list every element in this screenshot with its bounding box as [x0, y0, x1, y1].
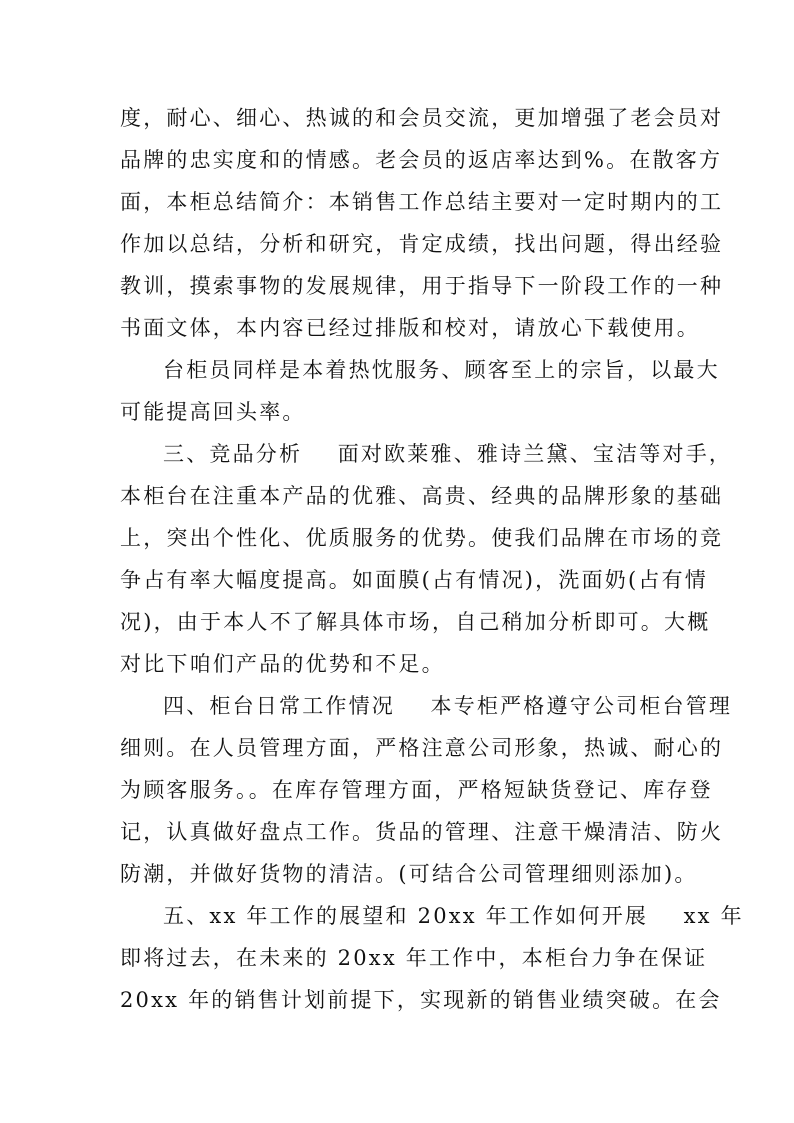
- text-line: 20xx 年的销售计划前提下，实现新的销售业绩突破。在会: [120, 988, 722, 1012]
- text-line: 面，本柜总结简介：本销售工作总结主要对一定时期内的工: [120, 190, 724, 214]
- text-line: 争占有率大幅度提高。如面膜(占有情况)，洗面奶(占有情: [120, 568, 708, 592]
- text-line: 上，突出个性化、优质服务的优势。使我们品牌在市场的竞: [120, 526, 724, 550]
- text-line: 即将过去，在未来的 20xx 年工作中，本柜台力争在保证: [120, 946, 708, 970]
- paragraph-start-line: 台柜员同样是本着热忱服务、顾客至上的宗旨，以最大: [163, 358, 720, 382]
- text-line: 本柜台在注重本产品的优雅、高贵、经典的品牌形象的基础: [120, 484, 724, 508]
- text-line: 对比下咱们产品的优势和不足。: [120, 652, 445, 676]
- text-line: 记，认真做好盘点工作。货品的管理、注意干燥清洁、防火: [120, 820, 724, 844]
- text-line: 作加以总结，分析和研究，肯定成绩，找出问题，得出经验: [120, 232, 724, 256]
- text-line: 度，耐心、细心、热诚的和会员交流，更加增强了老会员对: [120, 106, 724, 130]
- section-heading-line: 五、xx 年工作的展望和 20xx 年工作如何开展 xx 年: [163, 904, 744, 928]
- section-heading-line: 三、竞品分析 面对欧莱雅、雅诗兰黛、宝洁等对手，: [163, 442, 733, 466]
- text-line: 书面文体，本内容已经过排版和校对，请放心下载使用。: [120, 316, 700, 340]
- section-heading-line: 四、柜台日常工作情况 本专柜严格遵守公司柜台管理: [163, 694, 733, 718]
- text-line: 防潮，并做好货物的清洁。(可结合公司管理细则添加)。: [120, 862, 698, 886]
- text-line: 可能提高回头率。: [120, 400, 306, 424]
- text-line: 为顾客服务。。在库存管理方面，严格短缺货登记、库存登: [120, 778, 713, 802]
- text-line: 品牌的忠实度和的情感。老会员的返店率达到%。在散客方: [120, 148, 723, 172]
- text-line: 况)，由于本人不了解具体市场，自己稍加分析即可。大概: [120, 610, 711, 634]
- text-line: 细则。在人员管理方面，严格注意公司形象，热诚、耐心的: [120, 736, 724, 760]
- text-line: 教训，摸索事物的发展规律，用于指导下一阶段工作的一种: [120, 274, 724, 298]
